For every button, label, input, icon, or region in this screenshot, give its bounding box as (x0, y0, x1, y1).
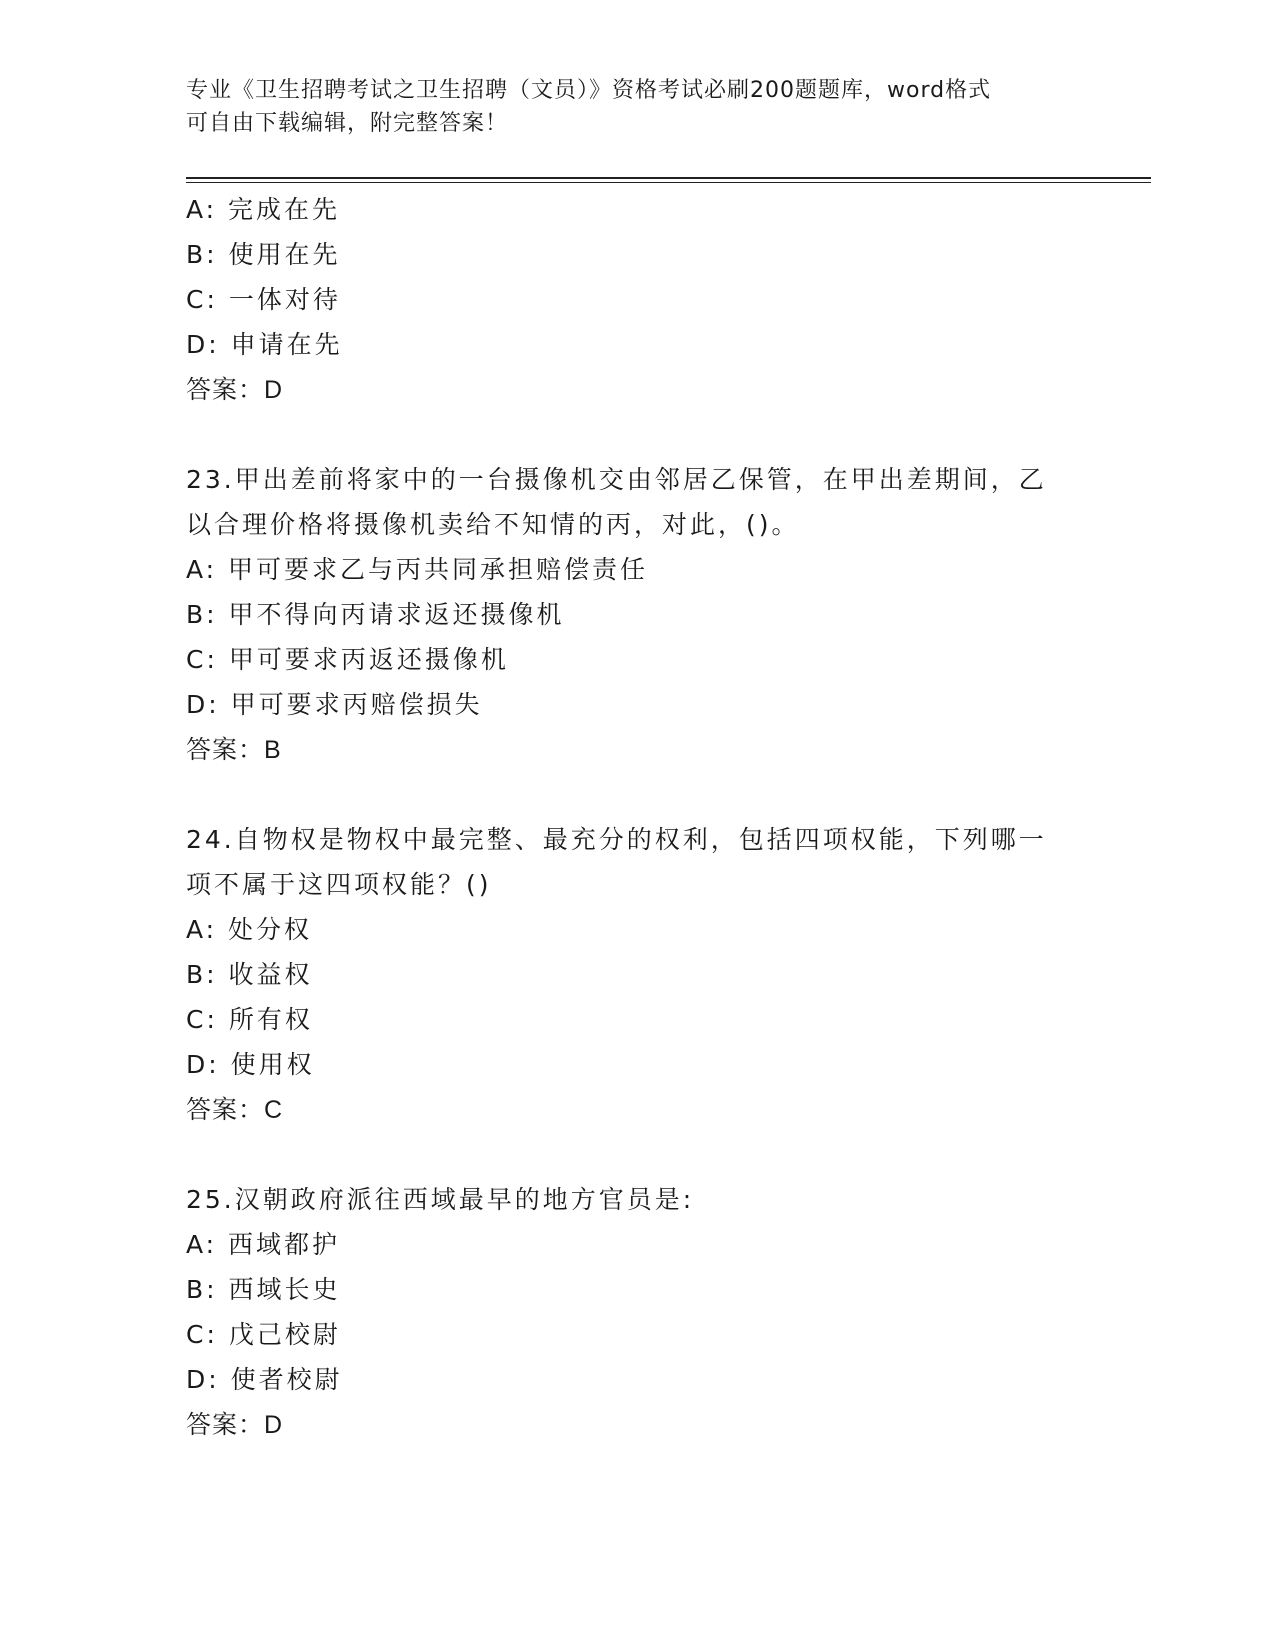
q23-option-c: C: 甲可要求丙返还摄像机 (186, 645, 509, 674)
q23-option-b: B: 甲不得向丙请求返还摄像机 (186, 600, 565, 629)
q24-option-a: A: 处分权 (186, 915, 313, 944)
q25-option-d: D: 使者校尉 (186, 1365, 343, 1394)
q22-option-c: C: 一体对待 (186, 285, 341, 314)
q22-option-a: A: 完成在先 (186, 195, 341, 224)
q23-stem-line-2: 以合理价格将摄像机卖给不知情的丙，对此，()。 (186, 510, 800, 539)
document-header (186, 74, 1086, 140)
q24-option-c: C: 所有权 (186, 1005, 313, 1034)
q22-option-b: B: 使用在先 (186, 240, 341, 269)
q25-answer: 答案：D (186, 1411, 284, 1439)
q22-answer: 答案：D (186, 376, 284, 404)
q25-option-b: B: 西域长史 (186, 1275, 341, 1304)
q25-stem-line-1: 25.汉朝政府派往西域最早的地方官员是: (186, 1185, 695, 1214)
q23-option-d: D: 甲可要求丙赔偿损失 (186, 690, 483, 719)
q22-option-d: D: 申请在先 (186, 330, 343, 359)
header-title-line-1: 专业《卫生招聘考试之卫生招聘（文员）》资格考试必刷200题题库，word格式 (186, 78, 992, 103)
header-divider-thick (186, 177, 1151, 179)
q25-option-c: C: 戊己校尉 (186, 1320, 341, 1349)
q23-option-a: A: 甲可要求乙与丙共同承担赔偿责任 (186, 555, 649, 584)
header-divider-thin (186, 182, 1151, 183)
q24-answer: 答案：C (186, 1096, 284, 1124)
q24-option-b: B: 收益权 (186, 960, 313, 989)
header-title-line-2: 可自由下载编辑，附完整答案！ (186, 111, 509, 136)
q25-option-a: A: 西域都护 (186, 1230, 341, 1259)
q23-stem-line-1: 23.甲出差前将家中的一台摄像机交由邻居乙保管，在甲出差期间，乙 (186, 465, 1047, 494)
q23-answer: 答案：B (186, 736, 282, 764)
q24-option-d: D: 使用权 (186, 1050, 315, 1079)
q24-stem-line-2: 项不属于这四项权能？() (186, 870, 492, 899)
q24-stem-line-1: 24.自物权是物权中最完整、最充分的权利，包括四项权能，下列哪一 (186, 825, 1047, 854)
